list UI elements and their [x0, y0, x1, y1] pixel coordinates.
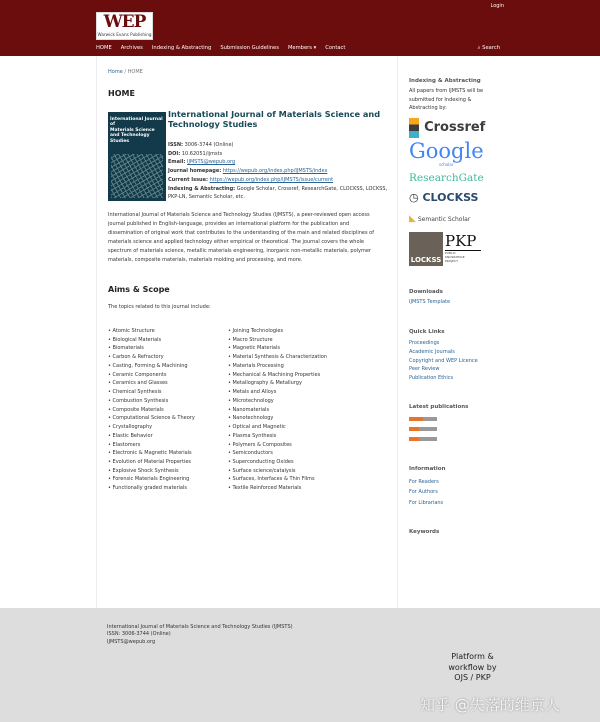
topic-item: • Surfaces, Interfaces & Thin Films — [228, 476, 315, 483]
breadcrumb — [108, 69, 143, 75]
login-link[interactable]: Login — [490, 3, 504, 9]
topic-item: • Joining Technologies — [228, 328, 284, 334]
topic-item: • Metals and Alloys — [228, 389, 277, 396]
topic-item: • Functionally graded materials — [108, 485, 187, 492]
google-scholar-logo[interactable] — [409, 140, 484, 167]
quick-link[interactable]: Academic Journals — [409, 348, 455, 355]
indexing-text: All papers from IJMSTS will be submitted for Indexing & Abstracting by: — [409, 88, 484, 112]
logo-text: WEP — [103, 12, 146, 32]
breadcrumb-sep: / — [124, 69, 127, 75]
page-title: HOME — [108, 89, 135, 98]
nav-home[interactable]: HOME — [96, 45, 112, 51]
site-header — [0, 0, 600, 56]
topic-item: • Biological Materials — [108, 336, 162, 343]
researchgate-logo[interactable]: ResearchGate — [409, 172, 484, 184]
crossref-text: Crossref — [424, 120, 486, 135]
clock-icon: ◷ — [409, 191, 419, 204]
topic-item: • Composite Materials — [108, 406, 164, 413]
topic-item: • Metallography & Metallurgy — [228, 380, 302, 387]
crossref-icon — [409, 118, 419, 138]
topic-item: • Evolution of Material Properties — [108, 459, 192, 466]
footer-info — [107, 624, 293, 646]
google-scholar-sub: scholar — [439, 162, 454, 167]
email-link[interactable]: IJMSTS@wepub.org — [187, 159, 236, 166]
site-logo[interactable] — [96, 12, 153, 40]
pkp-logo[interactable] — [445, 232, 481, 263]
nav-contact[interactable]: Contact — [325, 45, 346, 51]
breadcrumb-current: HOME — [127, 69, 143, 75]
main-nav — [96, 45, 345, 51]
journal-description: International Journal of Materials Science and Technology Studies (IJMSTS), a peer-reviewed open access journal published in English-language, provides an international platform for the publication and dissemination of original work that contributes to the understanding of the main and related disciplines of materials science and applied technology either empirical or theoretical. The journal covers the whole spectrum of materials science, metallic materials engineering, inorganic non-metallic materials, polymer materials, composite materials, materials molding and processing, and more. — [108, 212, 374, 263]
downloads-heading: Downloads — [409, 289, 443, 295]
rss-badge-rss1[interactable] — [409, 437, 437, 441]
topic-item: • Optical and Magnetic — [228, 424, 286, 431]
pkp-text: PKP — [445, 232, 481, 251]
topic-item: • Superconducting Oxides — [228, 459, 294, 466]
information-link[interactable]: For Readers — [409, 479, 439, 485]
latest-heading: Latest publications — [409, 404, 469, 410]
topic-item: • Electronic & Magnetic Materials — [108, 450, 192, 457]
topic-item: • Computational Science & Theory — [108, 415, 195, 422]
ojs-pkp-link[interactable]: Platform & workflow by OJS / PKP — [448, 652, 497, 682]
main-content — [96, 56, 398, 608]
semantic-scholar-icon: ◣ — [409, 214, 416, 224]
topic-item: • Nanomaterials — [228, 406, 270, 413]
search-icon: ⌕ — [477, 45, 483, 51]
topic-item: • Chemical Synthesis — [108, 389, 162, 396]
clockss-logo[interactable] — [409, 191, 478, 205]
search-label: Search — [482, 45, 500, 51]
topic-item: • Biomaterials — [108, 345, 144, 352]
footer-email: IJMSTS@wepub.org — [107, 638, 156, 645]
quick-links-heading: Quick Links — [409, 329, 445, 335]
aims-title: Aims & Scope — [108, 285, 170, 294]
semantic-scholar-logo[interactable] — [409, 213, 470, 226]
meta-homepage: Journal homepage: https://wepub.org/index.php/IJMSTS/index — [168, 168, 328, 175]
template-link[interactable]: IJMSTS Template — [409, 299, 451, 305]
cover-line2: Materials Science and Technology Studies — [110, 127, 155, 144]
journal-title: International Journal of Materials Science and Technology Studies — [168, 109, 381, 129]
watermark: 知乎 @失落的维京人 — [420, 696, 560, 714]
meta-email: Email: IJMSTS@wepub.org — [168, 159, 236, 166]
homepage-link[interactable]: https://wepub.org/index.php/IJMSTS/index — [222, 168, 328, 175]
topic-item: • Material Synthesis & Characterization — [228, 354, 327, 361]
quick-link[interactable]: Peer Review — [409, 366, 440, 373]
nav-indexing[interactable]: Indexing & Abstracting — [151, 45, 212, 51]
topic-item: • Materials Processing — [228, 362, 284, 369]
breadcrumb-home[interactable]: Home — [108, 69, 123, 75]
topic-item: • Elastomers — [108, 441, 141, 448]
topic-item: • Microtechnology — [228, 397, 274, 404]
crossref-logo[interactable] — [409, 117, 485, 138]
nav-submission[interactable]: Submission Guidelines — [220, 45, 279, 51]
topics-column-2 — [228, 327, 388, 493]
meta-issn: ISSN: 3006-3744 (Online) — [168, 142, 234, 148]
cover-line1: International Journal of — [110, 117, 163, 128]
quick-link[interactable]: Copyright and WEP Licence — [409, 357, 478, 364]
site-footer — [0, 608, 600, 722]
semantic-scholar-text: Semantic Scholar — [417, 216, 471, 223]
topic-item: • Crystallography — [108, 424, 153, 431]
nav-members[interactable]: Members ▾ — [287, 45, 317, 51]
pkp-subtitle: PUBLIC KNOWLEDGE PROJECT — [445, 251, 465, 263]
rss-badge-atom[interactable] — [409, 417, 437, 421]
topic-item: • Casting, Forming & Machining — [108, 362, 188, 369]
topic-item: • Semiconductors — [228, 450, 273, 457]
topic-item: • Mechanical & Machining Properties — [228, 371, 321, 378]
topic-item: • Magnetic Materials — [228, 345, 280, 352]
topic-item: • Surface science/catalysis — [228, 467, 296, 474]
keywords-heading: Keywords — [409, 529, 440, 535]
indexing-heading: Indexing & Abstracting — [409, 78, 481, 84]
quick-link[interactable]: Proceedings — [409, 340, 440, 346]
meta-doi: DOI: 10.62051/ijmsts — [168, 150, 223, 157]
cover-mesh-image — [111, 154, 163, 198]
topics-column-1 — [108, 327, 226, 493]
meta-indexing: Indexing & Abstracting: Google Scholar, Crossref, ResearchGate, CLOCKSS, LOCKSS, PKP-LN, Semantic Scholar, etc. — [168, 185, 388, 201]
clockss-text: CLOCKSS — [422, 191, 479, 204]
aims-intro: The topics related to this journal include: — [108, 304, 211, 310]
journal-meta — [168, 141, 393, 202]
topic-item: • Atomic Structure — [108, 328, 155, 334]
downloads-list — [409, 298, 450, 307]
meta-current-issue: Current Issue: https://wepub.org/index.php/IJMSTS/issue/current — [168, 176, 334, 183]
topic-item: • Textile Reinforced Materials — [228, 485, 302, 492]
lockss-logo[interactable]: LOCKSS — [409, 232, 443, 266]
information-link[interactable]: For Authors — [409, 489, 438, 496]
journal-cover — [108, 112, 166, 201]
information-link[interactable]: For Librarians — [409, 499, 444, 506]
information-heading: Information — [409, 466, 446, 472]
topic-item: • Explosive Shock Synthesis — [108, 467, 179, 474]
information-list — [409, 477, 443, 508]
quick-links-list — [409, 339, 478, 383]
quick-link[interactable]: Publication Ethics — [409, 375, 454, 382]
topic-item: • Elastic Behavior — [108, 432, 153, 439]
footer-issn: ISSN: 3006-3744 (Online) — [107, 631, 171, 638]
google-text: Google — [409, 139, 484, 163]
search-link[interactable] — [478, 45, 500, 52]
topic-item: • Forensic Materials Engineering — [108, 476, 190, 483]
topic-item: • Nanotechnology — [228, 415, 274, 422]
topic-item: • Ceramics and Glasses — [108, 380, 168, 387]
topic-item: • Carbon & Refractory — [108, 354, 164, 361]
topic-item: • Polymers & Composites — [228, 441, 292, 448]
topic-item: • Combustion Synthesis — [108, 397, 169, 404]
current-issue-link[interactable]: https://wepub.org/index.php/IJMSTS/issue/current — [209, 176, 334, 183]
footer-journal-name: International Journal of Materials Science and Technology Studies (IJMSTS) — [107, 624, 293, 630]
topic-item: • Macro Structure — [228, 336, 273, 343]
nav-archives[interactable]: Archives — [120, 45, 143, 51]
logo-subtitle: Warwick Evans Publishing — [97, 32, 152, 37]
topic-item: • Ceramic Components — [108, 371, 167, 378]
rss-badge-rss2[interactable] — [409, 427, 437, 431]
topic-item: • Plasma Synthesis — [228, 432, 277, 439]
